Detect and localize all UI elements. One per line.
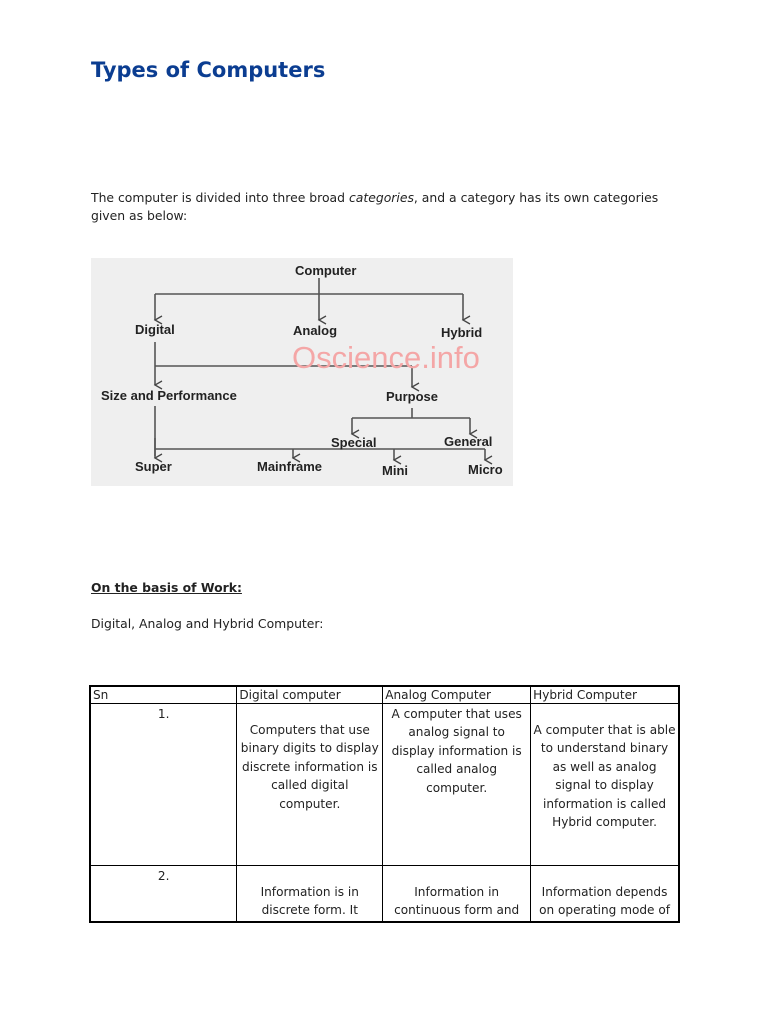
cell-digital xyxy=(237,866,383,922)
node-digital: Digital xyxy=(135,322,175,337)
node-computer: Computer xyxy=(295,263,357,278)
table-header-row xyxy=(90,686,679,704)
node-mini: Mini xyxy=(382,463,408,478)
intro-emphasis: categories xyxy=(348,190,414,205)
intro-text-start: The computer is divided into three broad xyxy=(91,190,349,205)
intro-paragraph xyxy=(91,189,691,225)
cell-analog-text: Information in continuous form and xyxy=(394,885,520,918)
cell-digital-text: Information is in discrete form. It xyxy=(260,885,359,918)
cell-sn: 2. xyxy=(90,866,237,922)
node-general: General xyxy=(444,434,493,449)
header-sn: Sn xyxy=(90,686,237,704)
node-mainframe: Mainframe xyxy=(257,459,323,474)
cell-hybrid xyxy=(531,866,679,922)
cell-sn: 1. xyxy=(90,704,237,866)
categories-diagram xyxy=(91,258,513,486)
node-micro: Micro xyxy=(468,462,503,477)
cell-digital xyxy=(237,704,383,866)
node-analog: Analog xyxy=(293,323,338,338)
diagram-svg xyxy=(91,258,513,486)
section-heading: On the basis of Work: xyxy=(91,580,242,595)
cell-hybrid-text: A computer that is able to understand binary as well as analog signal to display information is called Hybrid computer. xyxy=(533,723,676,830)
section-subtitle: Digital, Analog and Hybrid Computer: xyxy=(91,616,324,631)
cell-analog: A computer that uses analog signal to display information is called analog computer. xyxy=(383,704,531,866)
node-purpose: Purpose xyxy=(386,389,439,404)
header-hybrid: Hybrid Computer xyxy=(531,686,679,704)
header-digital: Digital computer xyxy=(237,686,383,704)
cell-analog xyxy=(383,866,531,922)
cell-digital-text: Computers that use binary digits to display discrete information is called digital computer. xyxy=(240,723,379,811)
cell-hybrid-text: Information depends on operating mode of xyxy=(539,885,670,918)
node-super: Super xyxy=(135,459,172,474)
intro-text-end: , and a category has its own categories given as below: xyxy=(91,190,659,223)
cell-hybrid xyxy=(531,704,679,866)
comparison-table xyxy=(89,685,680,923)
header-analog: Analog Computer xyxy=(383,686,531,704)
table-row xyxy=(90,866,679,922)
table-row xyxy=(90,704,679,866)
page-title: Types of Computers xyxy=(91,58,326,82)
watermark-text: Oscience.info xyxy=(292,340,480,375)
node-special: Special xyxy=(331,435,377,450)
node-hybrid: Hybrid xyxy=(441,325,483,340)
node-size-performance: Size and Performance xyxy=(101,388,237,403)
